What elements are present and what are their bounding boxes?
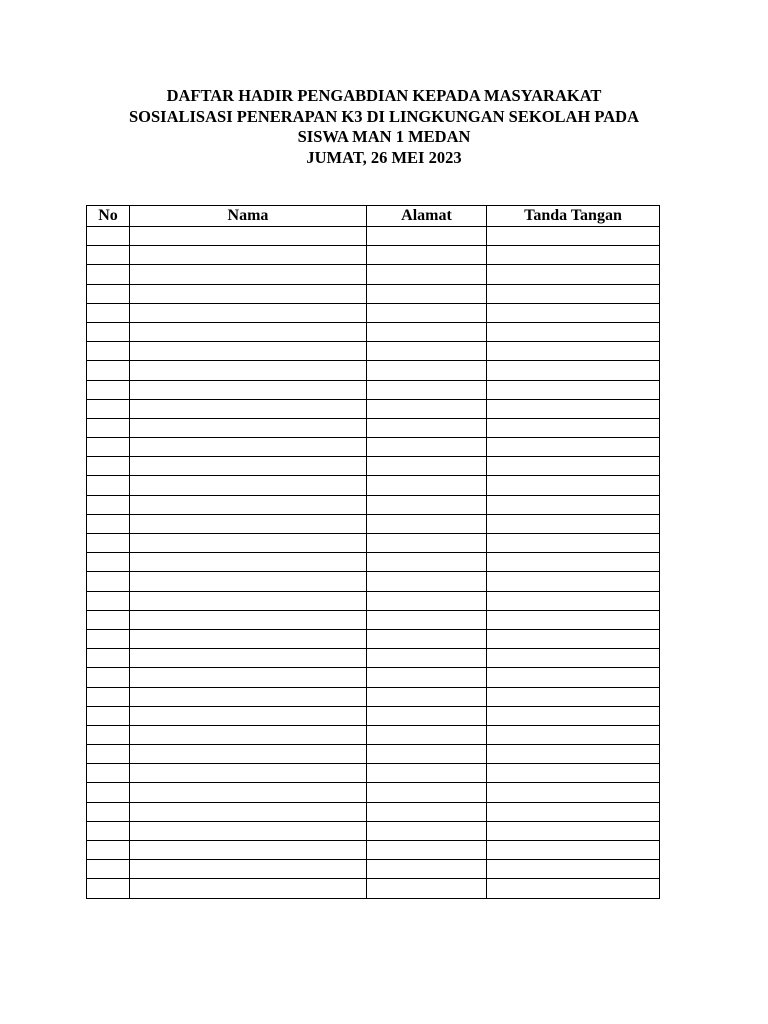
cell-nama (130, 821, 367, 840)
cell-tanda-tangan (487, 476, 660, 495)
cell-nama (130, 284, 367, 303)
cell-nama (130, 687, 367, 706)
table-row (87, 572, 660, 591)
attendance-table (86, 205, 660, 899)
header-no: No (87, 206, 130, 227)
title-line-1: DAFTAR HADIR PENGABDIAN KEPADA MASYARAKAT (166, 86, 602, 105)
cell-nama (130, 572, 367, 591)
cell-nama (130, 745, 367, 764)
cell-nama (130, 457, 367, 476)
cell-alamat (367, 610, 487, 629)
cell-tanda-tangan (487, 725, 660, 744)
cell-nama (130, 610, 367, 629)
table-header-row (87, 206, 660, 227)
cell-nama (130, 725, 367, 744)
table-row (87, 342, 660, 361)
cell-tanda-tangan (487, 783, 660, 802)
cell-nama (130, 841, 367, 860)
cell-tanda-tangan (487, 361, 660, 380)
cell-tanda-tangan (487, 303, 660, 322)
cell-alamat (367, 591, 487, 610)
cell-tanda-tangan (487, 495, 660, 514)
cell-no (87, 668, 130, 687)
cell-tanda-tangan (487, 821, 660, 840)
table-row (87, 821, 660, 840)
cell-tanda-tangan (487, 572, 660, 591)
cell-nama (130, 591, 367, 610)
cell-no (87, 764, 130, 783)
table-row (87, 553, 660, 572)
cell-nama (130, 380, 367, 399)
table-row (87, 591, 660, 610)
cell-no (87, 495, 130, 514)
cell-alamat (367, 668, 487, 687)
cell-no (87, 821, 130, 840)
title-line-2: SOSIALISASI PENERAPAN K3 DI LINGKUNGAN SEKOLAH PADA (128, 106, 640, 126)
table-row (87, 418, 660, 437)
cell-no (87, 879, 130, 898)
cell-no (87, 591, 130, 610)
table-row (87, 303, 660, 322)
cell-tanda-tangan (487, 687, 660, 706)
cell-no (87, 534, 130, 553)
cell-no (87, 227, 130, 246)
cell-no (87, 361, 130, 380)
cell-alamat (367, 553, 487, 572)
cell-nama (130, 629, 367, 648)
cell-alamat (367, 764, 487, 783)
cell-nama (130, 668, 367, 687)
cell-no (87, 476, 130, 495)
cell-tanda-tangan (487, 591, 660, 610)
cell-nama (130, 342, 367, 361)
table-row (87, 534, 660, 553)
cell-alamat (367, 534, 487, 553)
cell-no (87, 553, 130, 572)
cell-nama (130, 764, 367, 783)
cell-no (87, 860, 130, 879)
cell-alamat (367, 706, 487, 725)
cell-tanda-tangan (487, 802, 660, 821)
cell-alamat (367, 745, 487, 764)
cell-tanda-tangan (487, 841, 660, 860)
cell-tanda-tangan (487, 879, 660, 898)
header-nama: Nama (130, 206, 367, 227)
cell-nama (130, 476, 367, 495)
cell-tanda-tangan (487, 629, 660, 648)
cell-no (87, 380, 130, 399)
cell-alamat (367, 860, 487, 879)
cell-tanda-tangan (487, 284, 660, 303)
table-row (87, 687, 660, 706)
cell-tanda-tangan (487, 514, 660, 533)
cell-no (87, 322, 130, 341)
cell-tanda-tangan (487, 380, 660, 399)
cell-alamat (367, 438, 487, 457)
cell-nama (130, 860, 367, 879)
cell-nama (130, 534, 367, 553)
cell-nama (130, 399, 367, 418)
cell-alamat (367, 725, 487, 744)
cell-tanda-tangan (487, 534, 660, 553)
cell-no (87, 841, 130, 860)
table-row (87, 322, 660, 341)
table-row (87, 629, 660, 648)
table-row (87, 457, 660, 476)
table-row (87, 246, 660, 265)
cell-nama (130, 303, 367, 322)
cell-alamat (367, 687, 487, 706)
cell-alamat (367, 514, 487, 533)
table-row (87, 783, 660, 802)
table-row (87, 438, 660, 457)
cell-nama (130, 879, 367, 898)
cell-no (87, 399, 130, 418)
cell-alamat (367, 380, 487, 399)
cell-alamat (367, 322, 487, 341)
cell-nama (130, 649, 367, 668)
cell-alamat (367, 629, 487, 648)
cell-tanda-tangan (487, 227, 660, 246)
cell-nama (130, 802, 367, 821)
header-alamat: Alamat (367, 206, 487, 227)
cell-tanda-tangan (487, 342, 660, 361)
cell-alamat (367, 476, 487, 495)
cell-nama (130, 227, 367, 246)
cell-no (87, 303, 130, 322)
cell-nama (130, 418, 367, 437)
cell-no (87, 514, 130, 533)
cell-tanda-tangan (487, 457, 660, 476)
cell-nama (130, 495, 367, 514)
cell-tanda-tangan (487, 246, 660, 265)
cell-no (87, 629, 130, 648)
cell-alamat (367, 821, 487, 840)
cell-no (87, 572, 130, 591)
cell-tanda-tangan (487, 418, 660, 437)
table-row (87, 725, 660, 744)
table-row (87, 879, 660, 898)
cell-alamat (367, 342, 487, 361)
table-row (87, 495, 660, 514)
table-row (87, 399, 660, 418)
cell-no (87, 265, 130, 284)
cell-no (87, 745, 130, 764)
cell-tanda-tangan (487, 745, 660, 764)
table-row (87, 361, 660, 380)
table-row (87, 265, 660, 284)
table-row (87, 706, 660, 725)
cell-nama (130, 438, 367, 457)
cell-no (87, 418, 130, 437)
document-title (0, 86, 768, 168)
cell-tanda-tangan (487, 649, 660, 668)
title-line-4: JUMAT, 26 MEI 2023 (306, 147, 462, 167)
cell-tanda-tangan (487, 610, 660, 629)
cell-no (87, 649, 130, 668)
cell-alamat (367, 399, 487, 418)
cell-nama (130, 322, 367, 341)
cell-no (87, 457, 130, 476)
cell-no (87, 610, 130, 629)
table-row (87, 649, 660, 668)
table-row (87, 227, 660, 246)
cell-nama (130, 246, 367, 265)
cell-no (87, 284, 130, 303)
cell-alamat (367, 246, 487, 265)
table-row (87, 802, 660, 821)
cell-tanda-tangan (487, 265, 660, 284)
cell-alamat (367, 572, 487, 591)
cell-alamat (367, 418, 487, 437)
cell-nama (130, 265, 367, 284)
table-row (87, 514, 660, 533)
table-row (87, 745, 660, 764)
cell-nama (130, 361, 367, 380)
cell-alamat (367, 649, 487, 668)
cell-alamat (367, 879, 487, 898)
cell-no (87, 438, 130, 457)
cell-tanda-tangan (487, 706, 660, 725)
table-row (87, 610, 660, 629)
header-tanda-tangan: Tanda Tangan (487, 206, 660, 227)
cell-alamat (367, 227, 487, 246)
cell-tanda-tangan (487, 438, 660, 457)
cell-nama (130, 706, 367, 725)
table-body (87, 227, 660, 899)
cell-alamat (367, 303, 487, 322)
cell-tanda-tangan (487, 399, 660, 418)
table-row (87, 841, 660, 860)
title-line-3: SISWA MAN 1 MEDAN (297, 127, 471, 146)
table-row (87, 380, 660, 399)
cell-no (87, 706, 130, 725)
cell-no (87, 725, 130, 744)
cell-tanda-tangan (487, 764, 660, 783)
table-row (87, 476, 660, 495)
table-row (87, 764, 660, 783)
cell-alamat (367, 802, 487, 821)
cell-alamat (367, 841, 487, 860)
table-row (87, 668, 660, 687)
cell-alamat (367, 361, 487, 380)
cell-tanda-tangan (487, 860, 660, 879)
cell-alamat (367, 495, 487, 514)
cell-alamat (367, 265, 487, 284)
cell-alamat (367, 783, 487, 802)
cell-tanda-tangan (487, 668, 660, 687)
cell-no (87, 246, 130, 265)
cell-tanda-tangan (487, 553, 660, 572)
cell-no (87, 342, 130, 361)
cell-no (87, 802, 130, 821)
table-row (87, 284, 660, 303)
cell-alamat (367, 457, 487, 476)
table-row (87, 860, 660, 879)
cell-nama (130, 514, 367, 533)
cell-tanda-tangan (487, 322, 660, 341)
cell-alamat (367, 284, 487, 303)
cell-nama (130, 553, 367, 572)
cell-nama (130, 783, 367, 802)
cell-no (87, 687, 130, 706)
cell-no (87, 783, 130, 802)
